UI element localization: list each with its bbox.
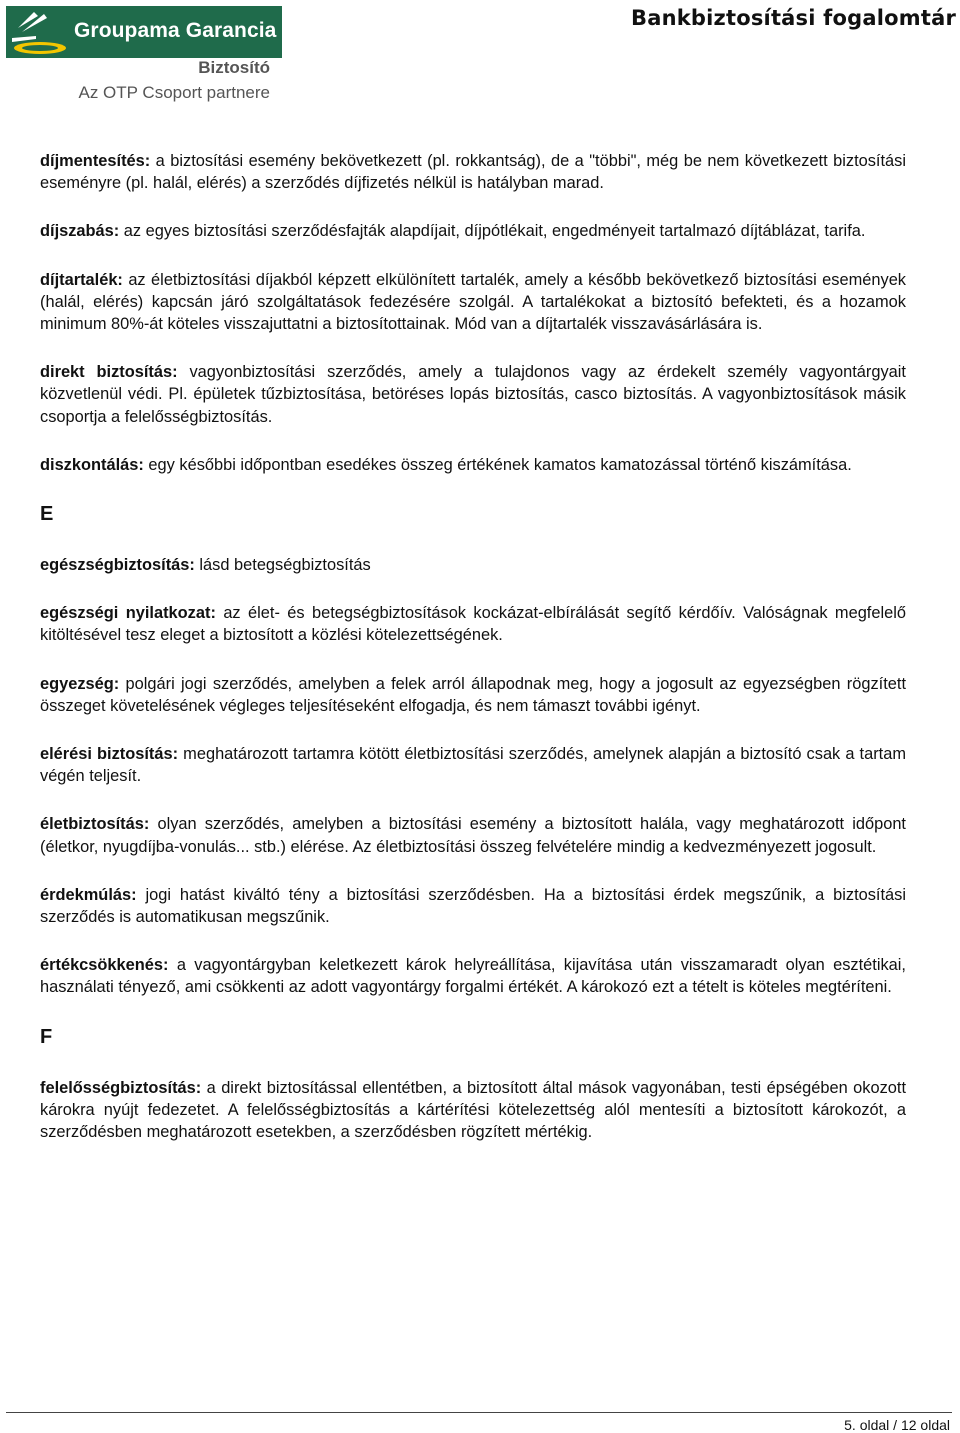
section-letter-e: E <box>40 503 54 526</box>
glossary-entry <box>40 602 906 646</box>
glossary-term: diszkontálás: <box>40 455 144 474</box>
glossary-term: érdekmúlás: <box>40 885 137 904</box>
glossary-entry <box>40 743 906 787</box>
glossary-definition: polgári jogi szerződés, amelyben a felek arról állapodnak meg, hogy a jogosult az egyezségben rögzített összeget követelésének végleges teljesítéseként elfogadja, és nem támaszt további igényt. <box>40 674 906 715</box>
glossary-entry <box>40 150 906 194</box>
glossary-entry <box>40 954 906 998</box>
glossary-term: értékcsökkenés: <box>40 956 169 975</box>
glossary-term: egészségbiztosítás: <box>40 556 195 575</box>
glossary-definition: lásd betegségbiztosítás <box>194 556 371 575</box>
glossary-entry <box>40 813 906 857</box>
glossary-definition: az élet- és betegségbiztosítások kockázat-elbírálását segítő kérdőív. Valóságnak megfelelő kitöltésével tesz eleget a biztosított a közlési kötelezettségének. <box>40 604 906 645</box>
glossary-term: díjmentesítés: <box>40 152 151 170</box>
section-letter-f: F <box>40 1025 53 1048</box>
glossary-definition: az egyes biztosítási szerződésfajták alapdíjait, díjpótlékait, engedményeit tartalmazó díjtáblázat, tarifa. <box>119 222 866 241</box>
logo-brand-text: Groupama Garancia <box>74 19 277 42</box>
glossary-entry <box>40 1077 906 1144</box>
glossary-entry <box>40 554 906 576</box>
glossary-entry <box>40 220 906 242</box>
logo-banner <box>6 6 282 58</box>
glossary-definition: a direkt biztosítással ellentétben, a biztosított által mások vagyonában, testi épségében okozott károkra nyújt fedezetet. A felelősségbiztosítás a kártérítési kötelezettség alól mentesíti a biztosított károkozót, a szerződésben meghatározott esetekben, a szerződésben rögzített mértékig. <box>40 1078 906 1142</box>
logo-tagline: Az OTP Csoport partnere <box>78 83 270 102</box>
glossary-term: felelősségbiztosítás: <box>40 1078 202 1097</box>
logo-subtitle: Biztosító <box>198 58 270 77</box>
glossary-entry <box>40 269 906 336</box>
glossary-entry <box>40 673 906 717</box>
glossary-entry <box>40 884 906 928</box>
glossary-definition: olyan szerződés, amelyben a biztosítási esemény a biztosított halála, vagy meghatározott időpont (életkor, nyugdíjba-vonulás... stb.) elérése. Az életbiztosítási összeg felvételére mindig a kedvezményezett jogosult. <box>40 815 906 856</box>
sun-emblem-icon <box>10 8 68 56</box>
groupama-logo <box>6 6 282 104</box>
glossary-definition: vagyonbiztosítási szerződés, amely a tulajdonos vagy az érdekelt személy vagyontárgyait közvetlenül védi. Pl. épületek tűzbiztosítása, betöréses lopás biztosítás, casco biztosítás. A vagyonbiztosítások másik csoportja a felelősségbiztosítás. <box>40 363 906 426</box>
glossary-entry <box>40 361 906 428</box>
glossary-definition: jogi hatást kiváltó tény a biztosítási szerződésben. Ha a biztosítási érdek megszűnik, a biztosítási szerződés is automatikusan megszűnik. <box>40 885 906 927</box>
glossary-term: életbiztosítás: <box>40 815 150 834</box>
document-title: Bankbiztosítási fogalomtár <box>631 6 956 30</box>
glossary-definition: egy későbbi időpontban esedékes összeg értékének kamatos kamatozással történő kiszámítása. <box>143 455 852 474</box>
glossary-term: egyezség: <box>40 674 120 693</box>
glossary-term: direkt biztosítás: <box>40 363 178 382</box>
glossary-term: díjszabás: <box>40 222 120 241</box>
footer-divider <box>6 1412 952 1413</box>
glossary-definition: meghatározott tartamra kötött életbiztosítási szerződés, amelynek alapján a biztosító csak a tartam végén teljesít. <box>40 745 906 786</box>
glossary-definition: az életbiztosítási díjakból képzett elkülönített tartalék, amely a később bekövetkező biztosítási események (halál, elérés) kapcsán járó szolgáltatások fedezésére szolgál. A tartalékokat a biztosító befekteti, és a hozamok minimum 80%-át köteles visszajuttatni a biztosítottainak. Mód van a díjtartalék visszavásárlására is. <box>40 270 906 334</box>
glossary-term: elérési biztosítás: <box>40 745 179 764</box>
glossary-term: díjtartalék: <box>40 270 123 289</box>
glossary-definition: a biztosítási esemény bekövetkezett (pl. rokkantság), de a "többi", még be nem következett biztosítási eseményre (pl. halál, elérés) a szerződés díjfizetés nélkül is hatályban marad. <box>40 152 906 193</box>
glossary-definition: a vagyontárgyban keletkezett károk helyreállítása, kijavítása után visszamaradt olyan esztétikai, használati tényező, ami csökkenti az adott vagyontárgy forgalmi értékét. A károkozó ezt a tételt is köteles megtéríteni. <box>40 956 906 997</box>
glossary-term: egészségi nyilatkozat: <box>40 604 216 623</box>
glossary-entry <box>40 454 906 476</box>
glossary-content <box>40 150 906 1169</box>
page-number: 5. oldal / 12 oldal <box>844 1417 950 1433</box>
